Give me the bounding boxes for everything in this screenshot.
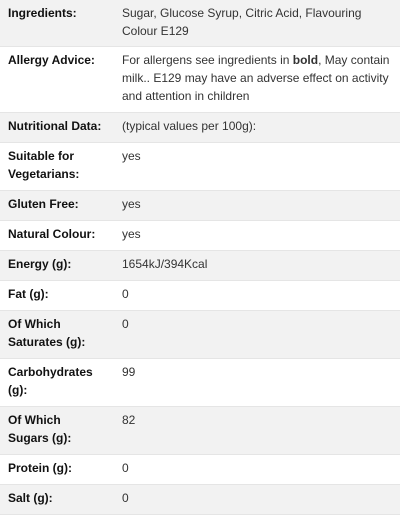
fat-value: 0 — [122, 286, 129, 301]
row-of-which-saturates — [0, 310, 400, 358]
row-allergy-advice — [0, 46, 400, 112]
salt-label: Salt (g): — [8, 490, 53, 505]
allergy-advice-value — [112, 46, 400, 112]
gluten-free-label: Gluten Free: — [8, 196, 79, 211]
suitable-for-vegetarians-value: yes — [122, 148, 141, 163]
protein-label: Protein (g): — [8, 460, 72, 475]
protein-value: 0 — [122, 460, 129, 475]
row-nutritional-data — [0, 112, 400, 142]
allergy-advice-bold-word: bold — [292, 52, 319, 67]
nutritional-data-value: (typical values per 100g): — [122, 118, 257, 133]
ingredients-label: Ingredients: — [8, 6, 77, 20]
natural-colour-value: yes — [122, 226, 141, 241]
of-which-saturates-value: 0 — [122, 316, 129, 331]
allergy-advice-text-pre: For allergens see ingredients in — [122, 52, 293, 67]
row-ingredients — [0, 0, 400, 46]
ingredients-value: Sugar, Glucose Syrup, Citric Acid, Flavouring Colour E129 — [122, 6, 362, 38]
suitable-for-vegetarians-label: Suitable for Vegetarians: — [8, 148, 80, 181]
row-salt — [0, 484, 400, 514]
row-carbohydrates — [0, 358, 400, 406]
row-energy — [0, 250, 400, 280]
allergy-advice-text-post: , May contain milk.. E129 may have an adverse effect on activity and attention in children — [122, 52, 390, 103]
salt-value: 0 — [122, 490, 129, 505]
carbohydrates-value: 99 — [122, 364, 136, 379]
gluten-free-value: yes — [122, 196, 141, 211]
of-which-saturates-label: Of Which Saturates (g): — [8, 316, 86, 349]
fat-label: Fat (g): — [8, 286, 49, 301]
allergy-advice-label: Allergy Advice: — [8, 52, 95, 67]
row-gluten-free — [0, 190, 400, 220]
carbohydrates-label: Carbohydrates (g): — [8, 364, 93, 397]
row-fat — [0, 280, 400, 310]
row-natural-colour — [0, 220, 400, 250]
energy-value: 1654kJ/394Kcal — [122, 256, 208, 271]
of-which-sugars-value: 82 — [122, 412, 136, 427]
nutritional-data-label: Nutritional Data: — [8, 118, 102, 133]
of-which-sugars-label: Of Which Sugars (g): — [8, 412, 72, 445]
natural-colour-label: Natural Colour: — [8, 226, 96, 241]
energy-label: Energy (g): — [8, 256, 72, 271]
row-protein — [0, 454, 400, 484]
row-suitable-for-vegetarians — [0, 142, 400, 190]
row-of-which-sugars — [0, 406, 400, 454]
